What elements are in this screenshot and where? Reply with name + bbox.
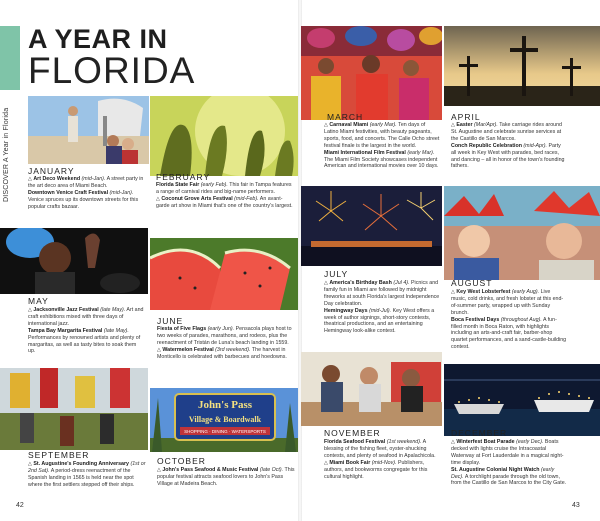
sign-title: John's Pass xyxy=(197,399,253,411)
event-item: Miami International Film Festival (early Mar). The Miami Film Society showcases independent American and international movies over 10 days. xyxy=(324,149,439,170)
event-item: △ Watermelon Festival (3rd weekend). The harvest in Monticello is celebrated with barbecues and hoedowns. xyxy=(157,346,287,360)
photo-johns-pass-sign xyxy=(150,388,298,452)
events-december xyxy=(451,439,567,487)
event-item: △ John's Pass Seafood & Music Festival (late Oct). This popular festival attracts seafood lovers to John's Pass Village at Madeira Beach. xyxy=(157,467,295,487)
month-may: MAY xyxy=(28,296,49,306)
events-october xyxy=(157,467,295,488)
month-december: DECEMBER xyxy=(451,428,508,438)
month-february: FEBRUARY xyxy=(156,172,211,182)
sidebar-label: DISCOVER A Year in Florida xyxy=(3,107,10,202)
photo-easter-crosses xyxy=(444,26,600,106)
month-october: OCTOBER xyxy=(157,456,206,466)
section-color-tab xyxy=(0,26,20,90)
events-february xyxy=(156,182,294,210)
page-number-left: 42 xyxy=(16,502,24,509)
month-june: JUNE xyxy=(157,316,184,326)
event-item: △ St. Augustine's Founding Anniversary (1st or 2nd Sat). A period-dress reenactment of the Spanish landing in 1565 is held near the spot where the first settlers stepped off their ships. xyxy=(28,461,146,488)
events-march xyxy=(324,122,440,170)
events-july xyxy=(324,280,440,335)
event-item: Boca Festival Days (throughout Aug). A fun-filled month in Boca Raton, with highlights including an arts-and-craft fair, barber-shop quartet performances, and a sand-castle-building contest. xyxy=(451,316,567,351)
photo-boat-parade xyxy=(444,364,600,436)
events-january xyxy=(28,176,146,211)
photo-jazz-singer xyxy=(0,228,148,294)
month-september: SEPTEMBER xyxy=(28,450,90,460)
month-july: JULY xyxy=(324,269,349,279)
month-november: NOVEMBER xyxy=(324,428,381,438)
event-item: △ Easter (Mar/Apr). Take carriage rides around St. Augustine and celebrate sunrise services at the Castillo de San Marcos. xyxy=(451,122,562,142)
event-item: △ America's Birthday Bash (Jul 4). Picnics and family fun in Miami are followed by midnight fireworks at south Florida's largest Independence Day celebration. xyxy=(324,280,440,307)
photo-fireworks xyxy=(301,186,442,266)
event-item: Conch Republic Celebration (mid-Apr). Party all week in Key West with parades, bed races, and dancing – all in honor of the town's founding fathers. xyxy=(451,142,565,170)
events-april xyxy=(451,122,567,170)
event-item: Florida Seafood Festival (1st weekend). A blessing of the fishing fleet, oyster-shucking contests, and plenty of seafood in Apalachicola. xyxy=(324,439,436,459)
section-sidebar xyxy=(0,26,20,202)
event-item: △ Winterfest Boat Parade (early Dec). Boats decked with lights cruise the Intracoastal Waterway at Fort Lauderdale in a magical night-time display. xyxy=(451,439,564,466)
sign-subtitle: Village & Boardwalk xyxy=(188,415,262,424)
month-march: MARCH xyxy=(327,112,364,122)
event-item: △ Carnaval Miami (early Mar). Ten days of Latino Miami festivities, with beauty pageants, sports, food, and concerts. The Calle Ocho street festival finale is the largest in the world. xyxy=(324,122,440,149)
event-item: △ Key West Lobsterfest (early Aug). Live music, cold drinks, and fresh lobster at this end-of-summer party, wrapped up with Sunday brunch. xyxy=(451,289,564,316)
event-item: △ Art Deco Weekend (mid-Jan). A street party in the art deco area of Miami Beach. xyxy=(28,176,144,189)
photo-book-fair xyxy=(301,352,442,426)
events-november xyxy=(324,439,440,480)
month-april: APRIL xyxy=(451,112,481,122)
events-august xyxy=(451,289,567,351)
event-item: △ Jacksonville Jazz Festival (late May). Art and craft exhibitions mixed with three days of international jazz. xyxy=(28,307,144,327)
photo-watermelon xyxy=(150,238,298,310)
page-title-line1: A YEAR IN xyxy=(28,24,168,54)
photo-art-deco-weekend xyxy=(28,96,149,164)
event-item: Downtown Venice Craft Festival (mid-Jan). Venice spruces up its downtown streets for this popular crafts bazaar. xyxy=(28,189,139,210)
month-january: JANUARY xyxy=(28,166,75,176)
events-may xyxy=(28,307,144,355)
event-item: Fiesta of Five Flags (early Jun). Pensacola plays host to two weeks of parades, marathons, and rodeos, plus the reenactment of Tristán de Luna's beach landing in 1559. xyxy=(157,326,292,346)
photo-reenactment xyxy=(0,368,148,450)
month-august: AUGUST xyxy=(451,278,493,288)
sign-tagline: SHOPPING · DINING · WATERSPORTS xyxy=(184,429,266,434)
events-june xyxy=(157,326,295,361)
event-item: △ Miami Book Fair (mid-Nov). Publishers, authors, and bookworms congregate for this cultural highlight. xyxy=(324,459,428,480)
page-title-line2: FLORIDA xyxy=(28,50,196,91)
event-item: △ Coconut Grove Arts Festival (mid-Feb). An avant-garde art show in Miami that's one of the country's largest. xyxy=(156,195,293,209)
photo-lobsterfest xyxy=(444,186,600,280)
event-item: Tampa Bay Margarita Festival (late May). Performances by renowned artists and plenty of margaritas, as well as tasty bites to soak them up. xyxy=(28,327,141,355)
event-item: Florida State Fair (early Feb). This fair in Tampa features a range of carnival rides and big-name performers. xyxy=(156,182,292,195)
page-number-right: 43 xyxy=(572,502,580,509)
photo-state-fair xyxy=(150,96,298,176)
events-september xyxy=(28,461,146,489)
event-item: St. Augustine Colonial Night Watch (early Dec). A torchlight parade through the old town, from the Castillo de San Marcos to the City Gate. xyxy=(451,466,567,487)
photo-carnaval-miami xyxy=(301,26,442,120)
event-item: Hemingway Days (mid-Jul). Key West offers a week of author signings, short-story contests, theatrical productions, and an entertaining Hemingway look-alike contest. xyxy=(324,307,435,335)
